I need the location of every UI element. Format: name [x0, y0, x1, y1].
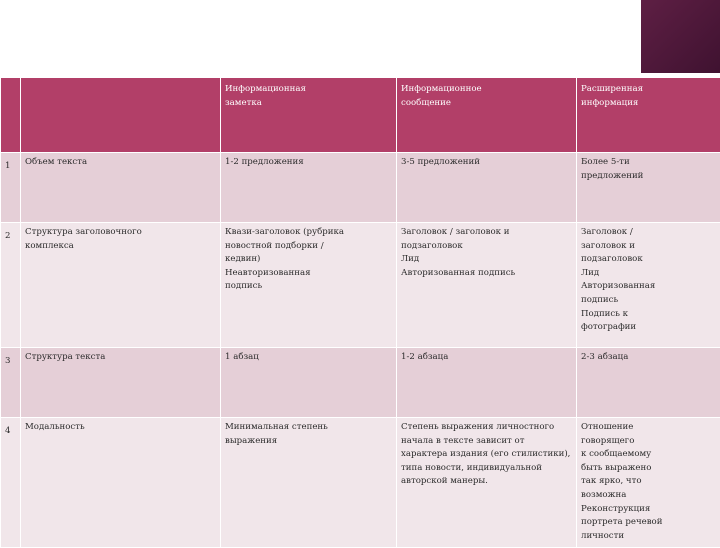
- header-criterion-cell: [21, 78, 221, 153]
- message-cell: Заголовок / заголовок и подзаголовок Лид Авторизованная подпись: [397, 223, 577, 348]
- comparison-table: [0, 77, 720, 548]
- row-number: 3: [1, 348, 21, 418]
- header-number-cell: [1, 78, 21, 153]
- table-row: [1, 223, 720, 348]
- note-cell: 1 абзац: [221, 348, 397, 418]
- note-cell: Минимальная степень выражения: [221, 418, 397, 548]
- table-row: [1, 348, 720, 418]
- extended-cell: Более 5-ти предложений: [577, 153, 720, 223]
- message-cell: Степень выражения личностного начала в тексте зависит от характера издания (его стилистики), типа новости, индивидуальной авторской манеры.: [397, 418, 577, 548]
- extended-cell: 2-3 абзаца: [577, 348, 720, 418]
- criterion-cell: Структура заголовочного комплекса: [21, 223, 221, 348]
- row-number: 1: [1, 153, 21, 223]
- table-row: [1, 153, 720, 223]
- extended-cell: Отношение говорящего к сообщаемому быть выражено так ярко, что возможна Реконструкция портрета речевой личности: [577, 418, 720, 548]
- extended-cell: Заголовок / заголовок и подзаголовок Лид Авторизованная подпись Подпись к фотографии: [577, 223, 720, 348]
- note-cell: 1-2 предложения: [221, 153, 397, 223]
- note-cell: Квази-заголовок (рубрика новостной подборки / кедвин) Неавторизованная подпись: [221, 223, 397, 348]
- message-cell: 3-5 предложений: [397, 153, 577, 223]
- header-message: Информационное сообщение: [397, 78, 577, 153]
- corner-decoration: [641, 0, 720, 73]
- table-row: [1, 418, 720, 548]
- message-cell: 1-2 абзаца: [397, 348, 577, 418]
- criterion-cell: Структура текста: [21, 348, 221, 418]
- header-note: Информационная заметка: [221, 78, 397, 153]
- table-header-row: [1, 78, 720, 153]
- row-number: 4: [1, 418, 21, 548]
- criterion-cell: Модальность: [21, 418, 221, 548]
- header-extended: Расширенная информация: [577, 78, 720, 153]
- criterion-cell: Объем текста: [21, 153, 221, 223]
- row-number: 2: [1, 223, 21, 348]
